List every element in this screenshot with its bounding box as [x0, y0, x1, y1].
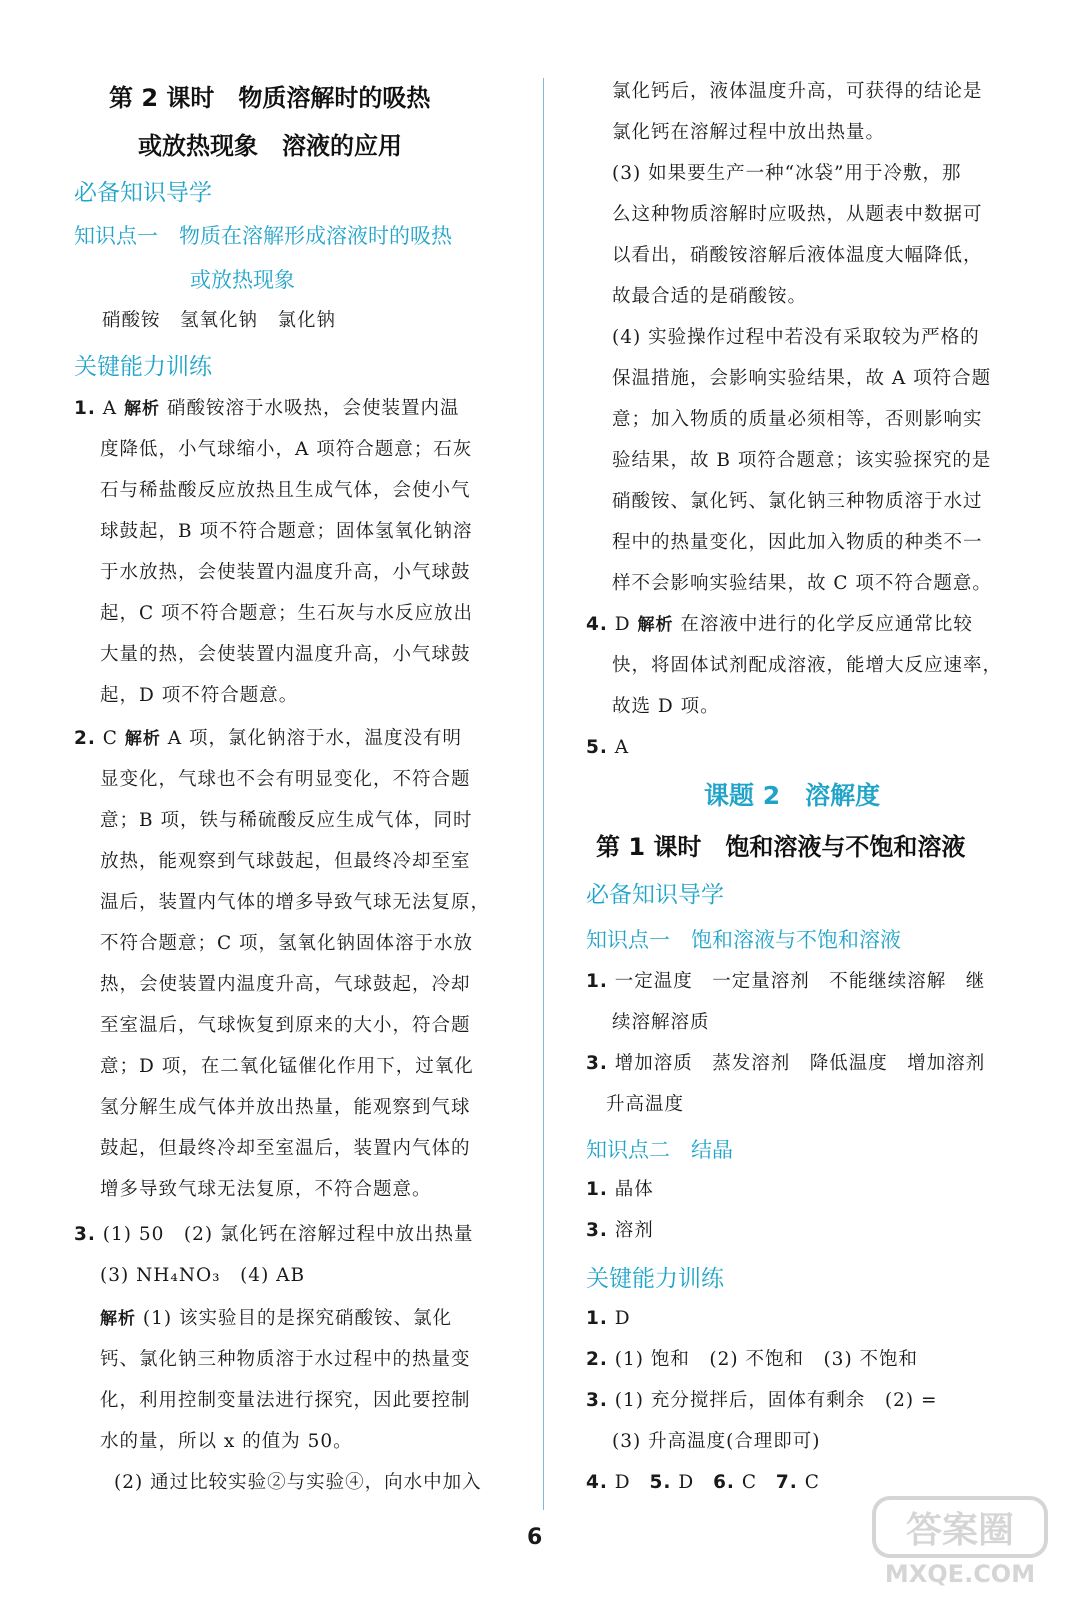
question-number: 1. [74, 398, 96, 419]
lesson-title-line1: 第 2 课时 物质溶解时的吸热 [109, 84, 431, 112]
question-number: 5. [586, 737, 608, 758]
question-5-line [586, 727, 629, 768]
analysis-label: 解析 [637, 615, 674, 635]
answer-letter: D [614, 614, 631, 635]
question-number: 4. [586, 614, 608, 635]
analysis-text: (1) 该实验目的是探究硝酸铵、氯化 [142, 1308, 452, 1329]
answer-number: 3. [586, 1220, 608, 1241]
section-heading-knowledge: 必备知识导学 [586, 882, 724, 908]
continued-line: 以看出，硝酸铵溶解后液体温度大幅降低， [612, 245, 983, 266]
question-1-line: 于水放热，会使装置内温度升高，小气球鼓 [100, 562, 471, 583]
answer-text: D [614, 1308, 631, 1329]
training-answer-3-cont: (3) 升高温度(合理即可) [612, 1431, 821, 1452]
continued-line: (3) 如果要生产一种“冰袋”用于冷敷，那 [612, 163, 962, 184]
question-2-line: 氢分解生成气体并放出热量，能观察到气球 [100, 1097, 471, 1118]
question-2-line: 温后，装置内气体的增多导致气球无法复原， [100, 892, 491, 913]
question-3-analysis-first-line [100, 1298, 452, 1340]
continued-line: 保温措施，会影响实验结果，故 A 项符合题 [612, 368, 992, 389]
question-1-line: 起，D 项不符合题意。 [100, 685, 299, 706]
question-4-line: 快，将固体试剂配成溶液，能增大反应速率， [612, 655, 1003, 676]
knowledge-point-1-line1: 知识点一 物质在溶解形成溶液时的吸热 [74, 224, 452, 248]
answer-text: 一定温度 一定量溶剂 不能继续溶解 继 [614, 971, 986, 992]
continued-line: 意；加入物质的质量必须相等，否则影响实 [612, 409, 983, 430]
question-4-line: 故选 D 项。 [612, 696, 720, 717]
answer-number: 1. [586, 1308, 608, 1329]
lesson-title: 第 1 课时 饱和溶液与不饱和溶液 [596, 833, 966, 861]
question-2-line: 意；B 项，铁与稀硫酸反应生成气体，同时 [100, 810, 473, 831]
question-2-line: 鼓起，但最终冷却至室温后，装置内气体的 [100, 1138, 471, 1159]
continued-line: 硝酸铵、氯化钙、氯化钠三种物质溶于水过 [612, 491, 983, 512]
question-1-line: 度降低，小气球缩小，A 项符合题意；石灰 [100, 439, 473, 460]
answer-text: C [804, 1472, 820, 1493]
answer-text: (1) 充分搅拌后，固体有剩余 (2) = [614, 1390, 938, 1411]
continued-line: 验结果，故 B 项符合题意；该实验探究的是 [612, 450, 992, 471]
continued-line: 样不会影响实验结果，故 C 项不符合题意。 [612, 573, 992, 594]
answer-text: 晶体 [614, 1179, 654, 1200]
section-heading-training: 关键能力训练 [74, 354, 212, 380]
question-number: 3. [74, 1224, 96, 1245]
question-4-first-line [586, 604, 973, 646]
question-2-line: 热，会使装置内温度升高，气球鼓起，冷却 [100, 974, 471, 995]
question-3-line: 钙、氯化钠三种物质溶于水过程中的热量变 [100, 1349, 471, 1370]
training-answer-2 [586, 1339, 918, 1380]
kp1-answer-1 [586, 961, 985, 1002]
continued-line: (4) 实验操作过程中若没有采取较为严格的 [612, 327, 980, 348]
continued-line: 故最合适的是硝酸铵。 [612, 286, 808, 307]
topic-title: 课题 2 溶解度 [704, 781, 881, 810]
question-2-line: 不符合题意；C 项，氢氧化钠固体溶于水放 [100, 933, 474, 954]
analysis-text: 硝酸铵溶于水吸热，会使装置内温 [166, 398, 460, 419]
kp1-answer-3-cont: 升高温度 [606, 1094, 685, 1115]
answer-number: 1. [586, 971, 608, 992]
answer-letter: A [614, 737, 630, 758]
question-1-line: 起，C 项不符合题意；生石灰与水反应放出 [100, 603, 474, 624]
question-3-line: 化，利用控制变量法进行探究，因此要控制 [100, 1390, 471, 1411]
analysis-text: 在溶液中进行的化学反应通常比较 [680, 614, 973, 635]
answer-text: D [678, 1472, 695, 1493]
question-2-line: 增多导致气球无法复原，不符合题意。 [100, 1179, 432, 1200]
answer-text: 溶剂 [614, 1220, 654, 1241]
answer-number: 3. [586, 1390, 608, 1411]
kp2-answer-3 [586, 1210, 654, 1251]
answer-text: C [741, 1472, 758, 1493]
lesson-title-line2: 或放热现象 溶液的应用 [138, 132, 402, 160]
kp1-answer-3 [586, 1043, 985, 1084]
question-3-first-line [74, 1214, 474, 1255]
training-answers-4-7 [586, 1462, 820, 1503]
answer-number: 7. [775, 1472, 798, 1493]
training-answer-1 [586, 1298, 631, 1339]
continued-line: 程中的热量变化，因此加入物质的种类不一 [612, 532, 983, 553]
continued-line: 么这种物质溶解时应吸热，从题表中数据可 [612, 204, 983, 225]
watermark-logo [870, 1490, 1050, 1590]
question-2-line: 显变化，气球也不会有明显变化，不符合题 [100, 769, 471, 790]
kp2-answer-1 [586, 1169, 654, 1210]
training-answer-3 [586, 1380, 937, 1421]
svg-text:答案圈: 答案圈 [905, 1510, 1015, 1551]
question-1-line: 球鼓起，B 项不符合题意；固体氢氧化钠溶 [100, 521, 473, 542]
knowledge-point-2: 知识点二 结晶 [586, 1138, 733, 1162]
question-2-line: 放热，能观察到气球鼓起，但最终冷却至室 [100, 851, 471, 872]
analysis-label: 解析 [124, 729, 161, 749]
question-3-line: (2) 通过比较实验②与实验④，向水中加入 [114, 1472, 482, 1493]
answer-number: 3. [586, 1053, 608, 1074]
answer-number: 2. [586, 1349, 608, 1370]
section-heading-knowledge: 必备知识导学 [74, 180, 212, 206]
question-2-line: 至室温后，气球恢复到原来的大小，符合题 [100, 1015, 471, 1036]
question-number: 2. [74, 728, 96, 749]
section-heading-training: 关键能力训练 [586, 1266, 724, 1292]
answer-number: 1. [586, 1179, 608, 1200]
continued-line: 氯化钙后，液体温度升高，可获得的结论是 [612, 81, 983, 102]
question-3-answer-line2: (3) NH₄NO₃ (4) AB [100, 1265, 306, 1286]
question-2-line: 意；D 项，在二氧化锰催化作用下，过氧化 [100, 1056, 474, 1077]
page-number: 6 [527, 1525, 543, 1550]
analysis-label: 解析 [100, 1309, 136, 1329]
analysis-text: A 项，氯化钠溶于水，温度没有明 [167, 728, 462, 749]
question-3-line: 水的量，所以 x 的值为 50。 [100, 1431, 353, 1452]
answer-number: 4. [586, 1472, 608, 1493]
answer-letter: C [102, 728, 118, 749]
question-1-line: 石与稀盐酸反应放热且生成气体，会使小气 [100, 480, 471, 501]
continued-line: 氯化钙在溶解过程中放出热量。 [612, 122, 886, 143]
answer-number: 6. [713, 1472, 735, 1493]
column-divider [543, 78, 544, 1510]
answer-letter: A [102, 398, 118, 419]
answer-text: 增加溶质 蒸发溶剂 降低温度 增加溶剂 [614, 1053, 986, 1074]
answer-text: (1) 50 (2) 氯化钙在溶解过程中放出热量 [102, 1224, 474, 1245]
question-1-first-line [74, 388, 459, 430]
kp1-answer-1-cont: 续溶解溶质 [612, 1012, 710, 1033]
analysis-label: 解析 [124, 399, 161, 419]
answer-text: (1) 饱和 (2) 不饱和 (3) 不饱和 [614, 1349, 919, 1370]
answer-text: D [614, 1472, 631, 1493]
question-1-line: 大量的热，会使装置内温度升高，小气球鼓 [100, 644, 471, 665]
answer-number: 5. [649, 1472, 672, 1493]
knowledge-point-1: 知识点一 饱和溶液与不饱和溶液 [586, 928, 901, 952]
knowledge-point-1-line2: 或放热现象 [190, 268, 295, 292]
svg-text:MXQE.COM: MXQE.COM [884, 1560, 1036, 1588]
knowledge-point-1-answer: 硝酸铵 氢氧化钠 氯化钠 [102, 310, 337, 331]
question-2-first-line [74, 718, 462, 760]
